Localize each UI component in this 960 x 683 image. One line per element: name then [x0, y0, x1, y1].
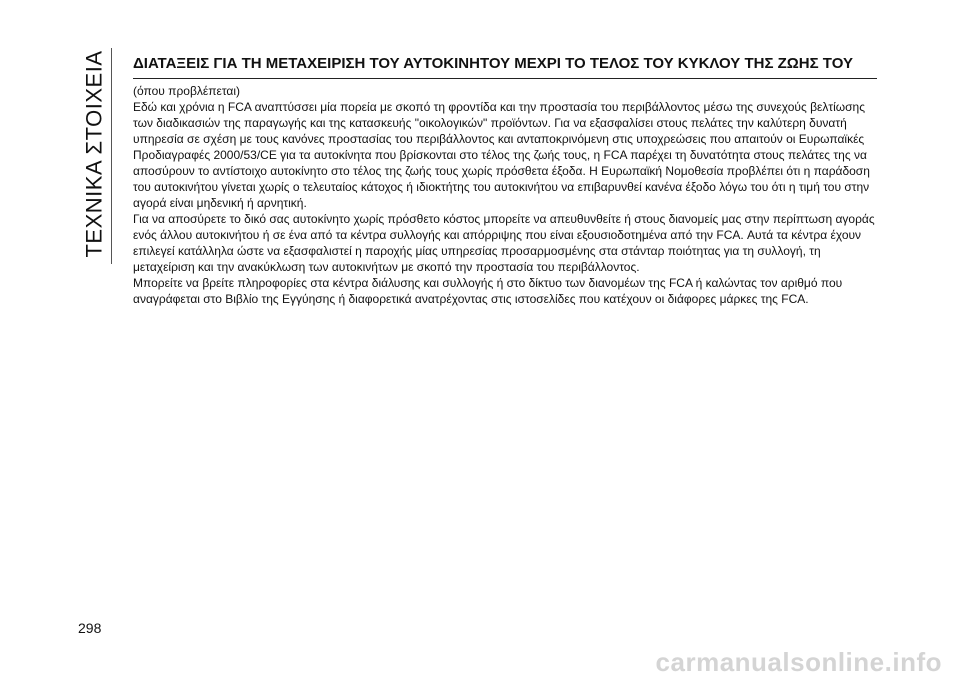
site-watermark: carmanualsonline.info [655, 647, 942, 677]
paragraph-withdrawal: Για να αποσύρετε το δικό σας αυτοκίνητο χωρίς πρόσθετο κόστος μπορείτε να απευθυνθείτε ή στους διανομείς μας στην περίπτωση αγοράς ενός άλλου αυτοκινήτου ή σε ένα από τα κέντρα συλλογής και απόρριψης που είναι εξουσιοδοτημένα από την FCA. Αυτά τα κέντρα έχουν επιλεγεί κατάλληλα ώστε να εξασφαλιστεί η παροχής μίας υπηρεσίας προσαρμοσμένης στα στάνταρ ποιότητας για τη συλλογή, τη μεταχείριση και την ανακύκλωση των αυτοκινήτων με σκοπό την προστασία του περιβάλλοντος. [133, 212, 875, 274]
chapter-side-tab [79, 44, 111, 264]
section-title: ΔΙΑΤΑΞΕΙΣ ΓΙΑ ΤΗ ΜΕΤΑΧΕΙΡΙΣΗ ΤΟΥ ΑΥΤΟΚΙΝΗΤΟΥ ΜΕΧΡΙ ΤΟ ΤΕΛΟΣ ΤΟΥ ΚΥΚΛΟΥ ΤΗΣ ΖΩΗΣ ΤΟΥ [133, 54, 877, 79]
main-content [133, 54, 877, 307]
paragraph-intro: Εδώ και χρόνια η FCA αναπτύσσει μία πορεία με σκοπό τη φροντίδα και την προστασία του περιβάλλοντος μέσω της συνεχούς βελτίωσης των διαδικασιών της παραγωγής και της κατασκευής "οικολογικών" προϊόντων. Για να εξασφαλίσει στους πελάτες την καλύτερη δυνατή υπηρεσία σε σχέση με τους κανόνες προστασίας του περιβάλλοντος και ανταποκρινόμενη στις υποχρεώσεις που απαιτούν οι Ευρωπαϊκές Προδιαγραφές 2000/53/CE για τα αυτοκίνητα που βρίσκονται στο τέλος της ζωής τους, η FCA παρέχει τη δυνατότητα στους πελάτες της να αποσύρουν το αντίστοιχο αυτοκίνητο στο τέλος της ζωής τους χωρίς πρόσθετα έξοδα. Η Ευρωπαϊκή Νομοθεσία προβλέπει ότι η παράδοση του αυτοκινήτου γίνεται χωρίς ο τελευταίος κάτοχος ή ιδιοκτήτης του αυτοκινήτου να επιβαρυνθεί κανένα έξοδο λόγω του ότι η τιμή του στην αγορά είναι μηδενική ή αρνητική. [133, 100, 870, 210]
chapter-side-tab-label: ΤΕΧΝΙΚΑ ΣΤΟΙΧΕΙΑ [82, 50, 107, 258]
section-subtitle: (όπου προβλέπεται) [133, 84, 241, 98]
side-tab-divider [111, 48, 112, 264]
page-number: 298 [78, 620, 102, 636]
paragraph-information: Μπορείτε να βρείτε πληροφορίες στα κέντρα διάλυσης και συλλογής ή στο δίκτυο των διανομέων της FCA ή καλώντας τον αριθμό που αναγράφεται στο Βιβλίο της Εγγύησης ή διαφορετικά ανατρέχοντας στις ιστοσελίδες που κατέχουν οι διάφορες μάρκες της FCA. [133, 276, 843, 306]
